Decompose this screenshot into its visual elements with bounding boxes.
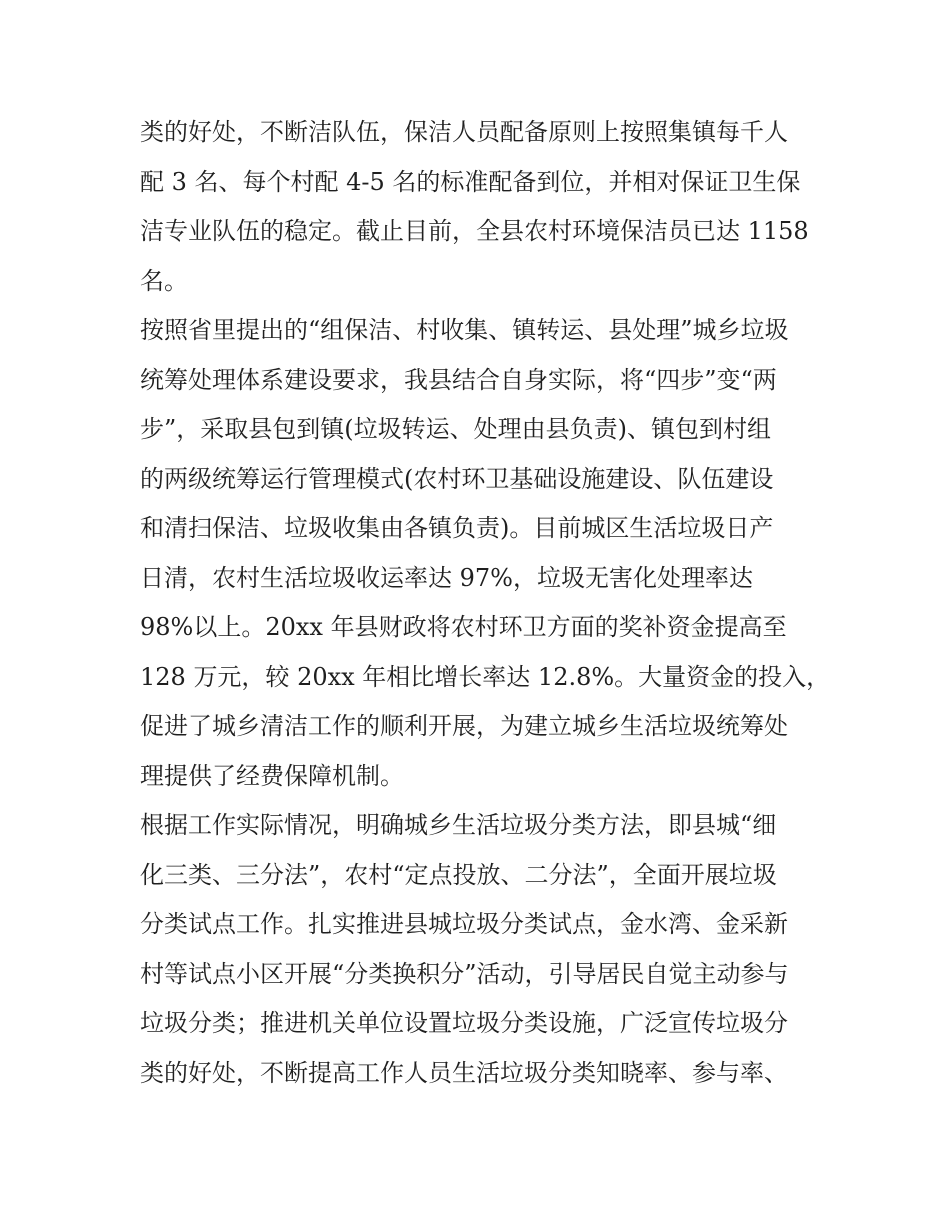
text-line: 统筹处理体系建设要求，我县结合自身实际，将“四步”变“两 — [140, 365, 777, 394]
text-line: 理提供了经费保障机制。 — [140, 761, 404, 790]
text-line: 128 万元，较 20xx 年相比增长率达 12.8%。大量资金的投入， — [140, 662, 831, 691]
text-line: 分类试点工作。扎实推进县城垃圾分类试点，金水湾、金采新 — [140, 910, 788, 938]
text-line: 类的好处，不断提高工作人员生活垃圾分类知晓率、参与率、 — [140, 1058, 788, 1087]
text-line: 和清扫保洁、垃圾收集由各镇负责)。目前城区生活垃圾日产 — [140, 514, 774, 542]
text-line: 98%以上。20xx 年县财政将农村环卫方面的奖补资金提高至 — [140, 613, 787, 641]
text-line: 化三类、三分法”，农村“定点投放、二分法”，全面开展垃圾 — [140, 860, 777, 889]
text-line: 促进了城乡清洁工作的顺利开展，为建立城乡生活垃圾统筹处 — [140, 712, 788, 740]
text-line: 洁专业队伍的稳定。截止目前，全县农村环境保洁员已达 1158 — [140, 217, 809, 245]
text-line: 根据工作实际情况，明确城乡生活垃圾分类方法，即县城“细 — [140, 811, 777, 839]
text-line: 日清，农村生活垃圾收运率达 97%，垃圾无害化处理率达 — [140, 563, 753, 592]
text-line: 配 3 名、每个村配 4-5 名的标准配备到位，并相对保证卫生保 — [140, 167, 801, 196]
text-line: 名。 — [140, 266, 188, 295]
text-line: 垃圾分类；推进机关单位设置垃圾分类设施，广泛宣传垃圾分 — [140, 1009, 788, 1037]
text-line: 村等试点小区开展“分类换积分”活动，引导居民自觉主动参与 — [140, 959, 789, 988]
text-line: 的两级统筹运行管理模式(农村环卫基础设施建设、队伍建设 — [140, 464, 774, 493]
document-body — [140, 108, 830, 1098]
text-line: 步”，采取县包到镇(垃圾转运、处理由县负责)、镇包到村组 — [140, 415, 771, 443]
text-line: 按照省里提出的“组保洁、村收集、镇转运、县处理”城乡垃圾 — [140, 316, 789, 344]
text-line: 类的好处，不断洁队伍，保洁人员配备原则上按照集镇每千人 — [140, 118, 788, 146]
